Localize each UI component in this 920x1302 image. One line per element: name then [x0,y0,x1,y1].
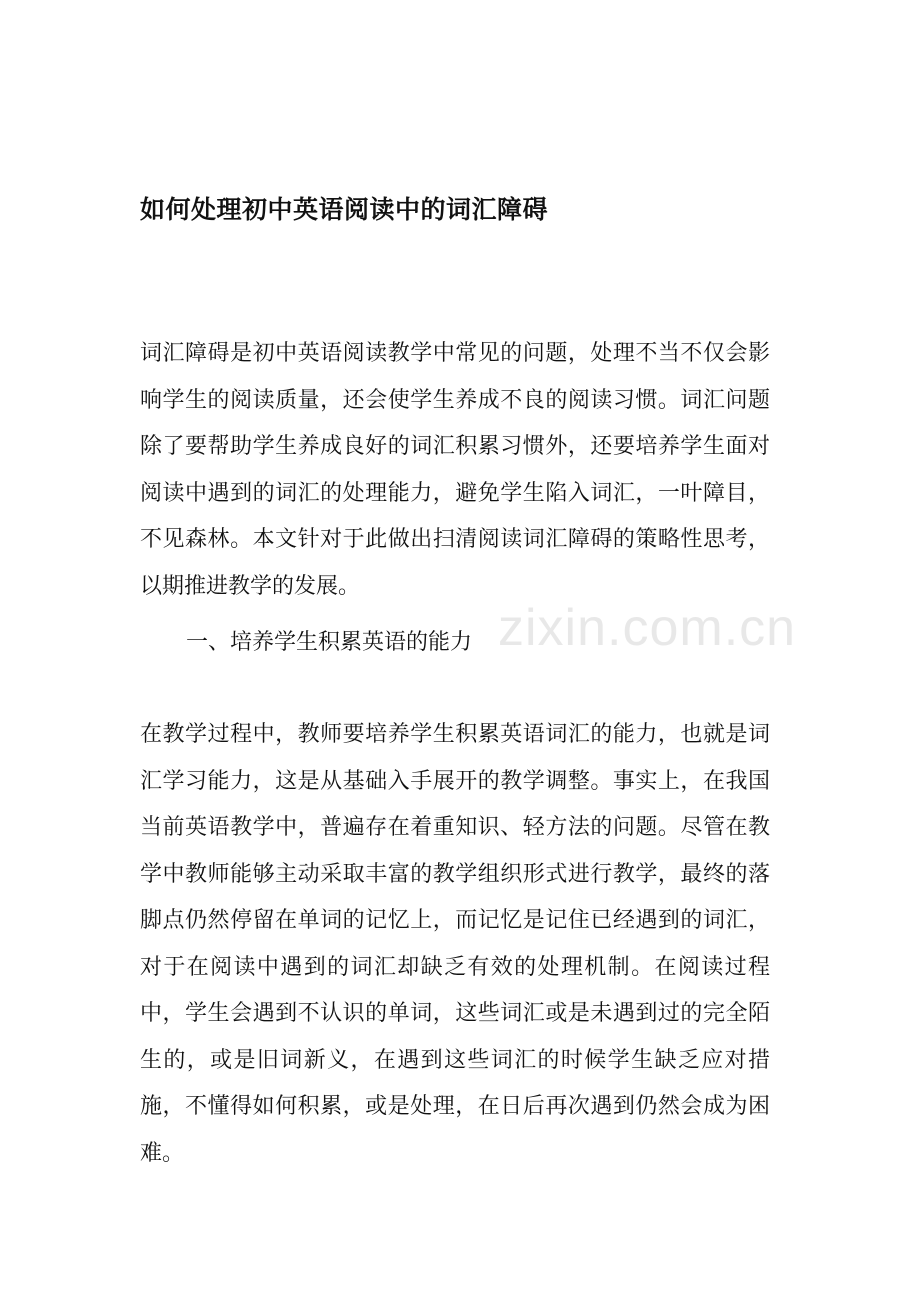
section-heading: 一、培养学生积累英语的能力 [186,630,473,655]
document-title: 如何处理初中英语阅读中的词汇障碍 [140,195,549,224]
intro-paragraph: 词汇障碍是初中英语阅读教学中常见的问题，处理不当不仅会影响学生的阅读质量，还会使学生养成不良的阅读习惯。词汇问题除了要帮助学生养成良好的词汇积累习惯外，还要培养学生面对阅读中遇到的词汇的处理能力，避免学生陷入词汇，一叶障目，不见森林。本文针对于此做出扫清阅读词汇障碍的策略性思考，以期推进教学的发展。 [140,341,770,599]
body-paragraph: 在教学过程中，教师要培养学生积累英语词汇的能力，也就是词汇学习能力，这是从基础入手展开的教学调整。事实上，在我国当前英语教学中，普遍存在着重知识、轻方法的问题。尽管在教学中教师能够主动采取丰富的教学组织形式进行教学，最终的落脚点仍然停留在单词的记忆上，而记忆是记住已经遇到的词汇，对于在阅读中遇到的词汇却缺乏有效的处理机制。在阅读过程中，学生会遇到不认识的单词，这些词汇或是未遇到过的完全陌生的，或是旧词新义，在遇到这些词汇的时候学生缺乏应对措施，不懂得如何积累，或是处理，在日后再次遇到仍然会成为困难。 [140,722,770,1166]
watermark: zixin.com.cn [498,599,797,657]
